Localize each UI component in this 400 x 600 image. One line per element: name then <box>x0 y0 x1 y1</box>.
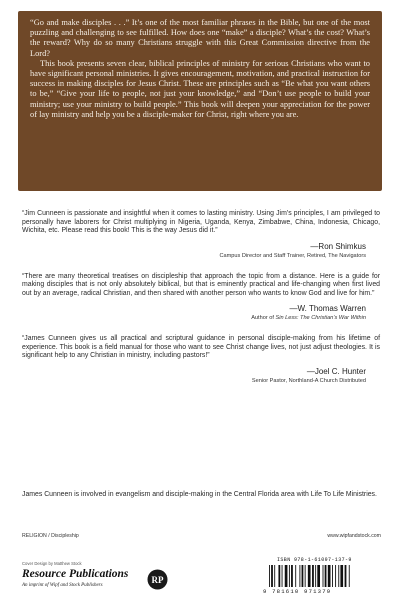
endorsement-text: “There are many theoretical treatises on discipleship that approach the topic from a distance. Here is a guide for making disciples that is not only absolutely biblical, but that is eminently practical and life-changing when first lived out by an average, radical Christian, and then shared with another person who wants to know God and live for him.” <box>22 272 380 297</box>
barcode-icon <box>269 565 377 587</box>
rp-emblem-icon <box>147 569 168 590</box>
cover-design-credit: Cover Design by Matthew Stock <box>22 561 82 566</box>
publisher-name: Resource Publications <box>22 568 129 580</box>
svg-text:RP: RP <box>151 575 164 585</box>
endorsement-text: “Jim Cunneen is passionate and insightful when it comes to lasting ministry. Using Jim’s principles, I am privileged to personally have laborers for Christ multiplying in Nigeria, Uganda, Kenya, Zimbabwe, China, Indonesia, Chicago, Wichita, etc. Please read this book! This is the way Jesus did it.” <box>22 210 380 234</box>
endorser-name: —W. Thomas Warren <box>289 304 366 313</box>
endorser-title: Campus Director and Staff Trainer, Retired, The Navigators <box>219 252 366 259</box>
endorsement-text: “James Cunneen gives us all practical and scriptural guidance in personal disciple-making from his lifetime of experience. This book is a field manual for those who want to see Christ change lives, not just adjust theologies. It is significant help to any Christian in ministry, including pastors!” <box>22 335 380 359</box>
blurb-panel <box>18 11 382 191</box>
endorsement-2 <box>22 273 380 322</box>
isbn-barcode <box>263 557 381 595</box>
endorsements <box>22 210 380 391</box>
endorsement-3 <box>22 335 380 384</box>
blurb-paragraph-2: This book presents seven clear, biblical principles of ministry for serious Christians who want to have significant personal ministries. It gives encouragement, motivation, and practical instruction for success in making disciples for Jesus Christ. These are principles such as “Be what you want others to be,” “Give your life to people, not just your knowledge,” and “Don’t use people to build your ministry; use your ministry to build people.” This book will deepen your appreciation for the power of lay ministry and help you be a disciple-maker for Christ, right where you are. <box>30 58 370 119</box>
publisher-logo <box>22 568 182 594</box>
publisher-website: www.wipfandstock.com <box>327 533 381 539</box>
blurb-paragraph-1: “Go and make disciples . . .” It’s one of the most familiar phrases in the Bible, but one of the most puzzling and challenging to see fulfilled. How does one “make” a disciple? What’s the cost? What’s the reward? Why do so many Christians struggle with this Great Commission directive from the Lord? <box>30 18 370 58</box>
isbn-number: ISBN 978-1-61097-137-9 <box>277 557 352 563</box>
category-label: RELIGION / Discipleship <box>22 533 79 539</box>
endorsement-1 <box>22 210 380 259</box>
barcode-digits: 9 781610 971379 <box>263 588 332 595</box>
publisher-subtitle: An imprint of Wipf and Stock Publishers <box>22 583 103 588</box>
endorser-name: —Joel C. Hunter <box>306 366 366 376</box>
endorser-name: —Ron Shimkus <box>310 241 366 251</box>
endorser-title: Author of Sin Less: The Christian’s War Within <box>251 315 366 321</box>
author-bio: James Cunneen is involved in evangelism and disciple-making in the Central Florida area with Life To Life Ministries. <box>22 491 377 498</box>
endorser-title: Senior Pastor, Northland-A Church Distributed <box>251 377 366 384</box>
